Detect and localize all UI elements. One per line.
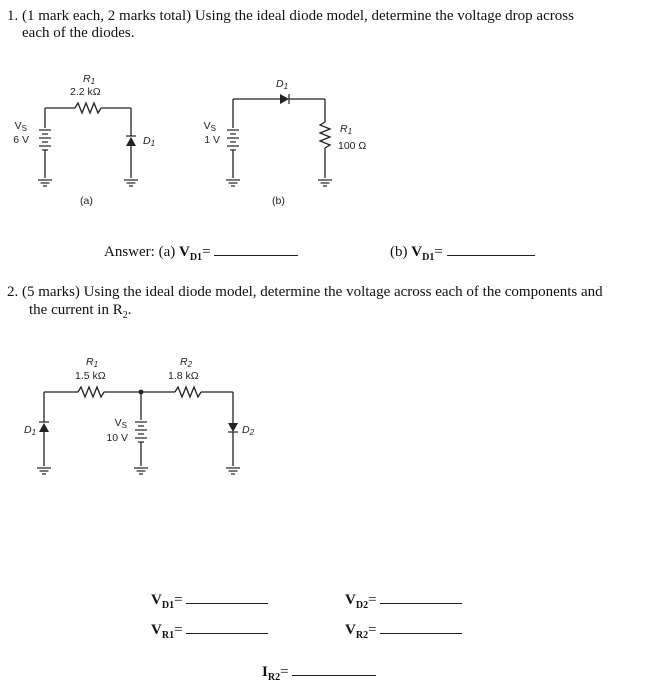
circuit-q2 bbox=[24, 356, 255, 474]
q2-answer-vd1: $V_{D1}=$ bbox=[151, 592, 268, 611]
svg-text:D2: D2 bbox=[242, 424, 255, 437]
svg-text:(a): (a) bbox=[80, 195, 93, 207]
answer-blank-vd2[interactable] bbox=[380, 602, 462, 604]
q2-answer-vd2: $V_{D2}=$ bbox=[345, 592, 462, 611]
diode-d1-a bbox=[126, 136, 136, 146]
answer-blank-ir2[interactable] bbox=[292, 674, 376, 676]
resistor-r1-b bbox=[320, 122, 330, 148]
q1-line2: each of the diodes. bbox=[22, 25, 135, 41]
resistor-r1-q2 bbox=[78, 387, 104, 397]
resistor-r2-q2 bbox=[175, 387, 201, 397]
svg-text:R1: R1 bbox=[340, 123, 353, 136]
answer-blank-vr2[interactable] bbox=[380, 632, 462, 634]
q2-answer-vr2: $V_{R2}=$ bbox=[345, 622, 462, 641]
battery-vs-a bbox=[39, 130, 51, 150]
q1-answer-b: (b) $V_{D1}=$ bbox=[390, 244, 535, 263]
svg-text:D1: D1 bbox=[24, 424, 37, 437]
circuit-b bbox=[204, 78, 367, 207]
resistor-r1-a bbox=[75, 103, 101, 113]
svg-text:100 Ω: 100 Ω bbox=[338, 140, 367, 152]
q2-line1: 2. (5 marks) Using the ideal diode model, determine the voltage across each of the components and bbox=[7, 284, 603, 300]
svg-text:D1: D1 bbox=[143, 135, 156, 148]
svg-text:VS: VS bbox=[203, 120, 216, 133]
diode-d1-b bbox=[280, 94, 289, 104]
q2-answer-vr1: $V_{R1}=$ bbox=[151, 622, 268, 641]
q2-answer-ir2: $I_{R2}=$ bbox=[262, 664, 376, 683]
q1-line1: 1. (1 mark each, 2 marks total) Using the ideal diode model, determine the voltage drop across bbox=[7, 8, 574, 24]
battery-vs-b bbox=[227, 130, 239, 150]
svg-text:6 V: 6 V bbox=[13, 134, 29, 146]
diode-d1-q2 bbox=[39, 422, 49, 432]
svg-text:D1: D1 bbox=[276, 78, 289, 91]
answer-blank-vd1[interactable] bbox=[186, 602, 268, 604]
svg-text:1.5 kΩ: 1.5 kΩ bbox=[75, 370, 106, 382]
q2-line2: the current in $R_2$. bbox=[29, 302, 132, 321]
answer-blank-b[interactable] bbox=[447, 254, 535, 256]
diode-d2-q2 bbox=[228, 423, 238, 432]
answer-blank-a[interactable] bbox=[214, 254, 298, 256]
svg-text:(b): (b) bbox=[272, 195, 285, 207]
svg-text:VS: VS bbox=[114, 417, 127, 430]
svg-text:10 V: 10 V bbox=[106, 432, 128, 444]
svg-text:1 V: 1 V bbox=[204, 134, 220, 146]
circuit-a bbox=[13, 73, 155, 207]
svg-text:1.8 kΩ: 1.8 kΩ bbox=[168, 370, 199, 382]
q1-answer-a: Answer: (a) $V_{D1}=$ bbox=[104, 244, 298, 263]
svg-text:R2: R2 bbox=[180, 356, 193, 369]
svg-text:2.2 kΩ: 2.2 kΩ bbox=[70, 86, 101, 98]
svg-text:R1: R1 bbox=[83, 73, 96, 86]
svg-text:VS: VS bbox=[14, 120, 27, 133]
answer-blank-vr1[interactable] bbox=[186, 632, 268, 634]
svg-text:R1: R1 bbox=[86, 356, 99, 369]
battery-vs-q2 bbox=[135, 422, 147, 442]
